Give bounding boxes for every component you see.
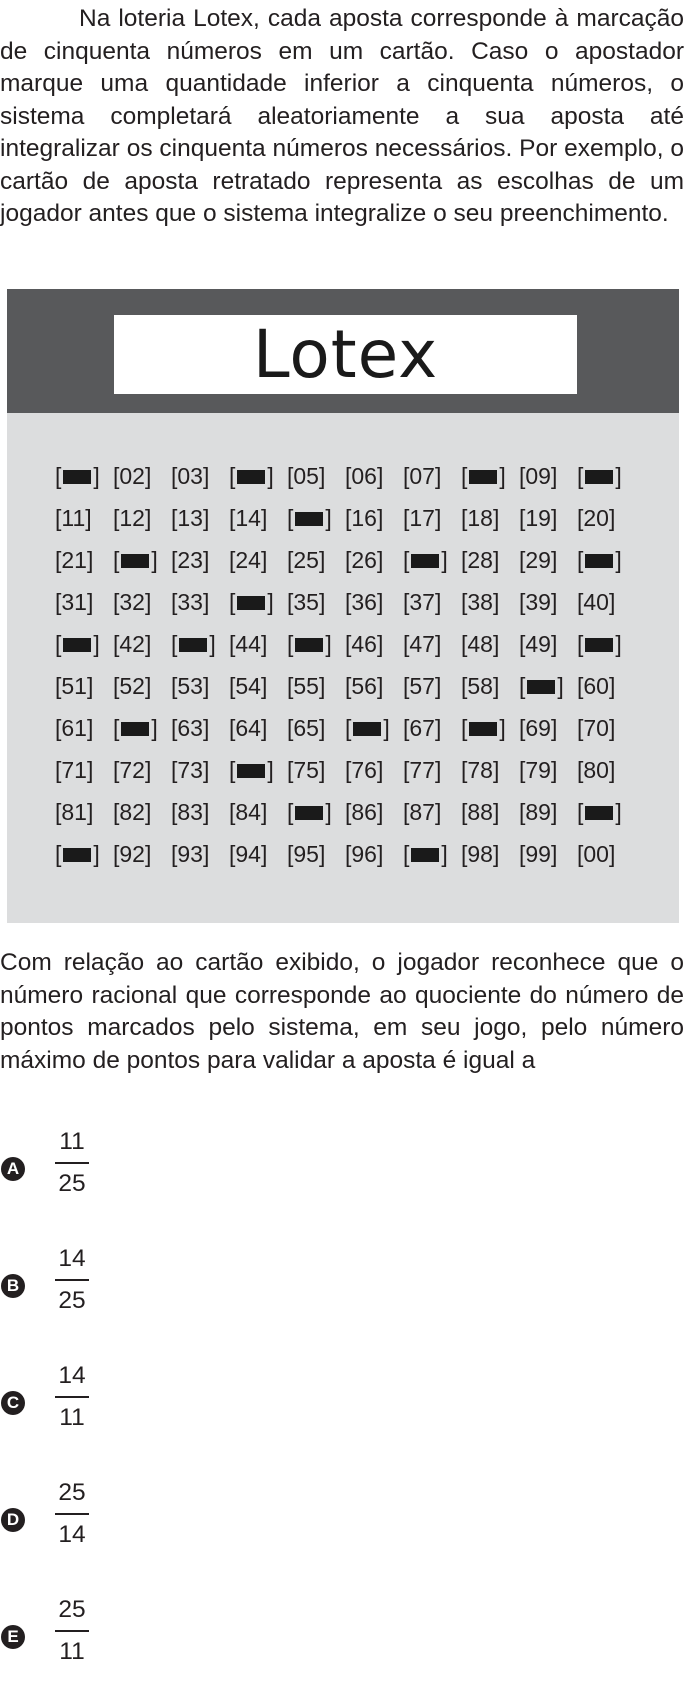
number-cell: [ 93 ] [171,840,210,867]
number-cell: [ 98 ] [461,840,500,867]
option-fraction [54,1362,90,1434]
mark-box-icon [295,512,323,526]
mark-box-icon [527,680,555,694]
number-label: 76 [351,756,377,783]
number-label: 28 [467,546,493,573]
number-cell: [ 95 ] [287,840,326,867]
number-label: 44 [235,630,261,657]
number-label: 13 [177,504,203,531]
number-label: 58 [467,672,493,699]
number-cell: [ 83 ] [171,798,210,825]
mark-box-icon [353,722,381,736]
number-cell: [ 17 ] [403,504,442,531]
marked-number-cell: [ ] [461,462,506,489]
grid-row [55,797,635,839]
number-label: 61 [61,714,87,741]
intro-paragraph: Na loteria Lotex, cada aposta corresponde à marcação de cinquenta números em um cartão. Caso o apostador marque uma quantidade inferior a cinquenta números, o sistema completará aleatoriamente a sua aposta até integralizar os cinquenta números necessários. Por exemplo, o cartão de aposta retratado representa as escolhas de um jogador antes que o sistema integralize o seu preenchimento. [0,5,684,227]
number-label: 83 [177,798,203,825]
number-cell: [ 48 ] [461,630,500,657]
mark-box-icon [179,638,207,652]
number-cell: [ 29 ] [519,546,558,573]
mark-box-icon [411,554,439,568]
number-label: 18 [467,504,493,531]
number-cell: [ 60 ] [577,672,616,699]
option-d[interactable] [0,1479,300,1559]
option-letter: D [1,1508,25,1532]
number-cell: [ 32 ] [113,588,152,615]
mark-box-icon [469,470,497,484]
option-fraction [54,1245,90,1317]
mark-box-icon [121,554,149,568]
number-label: 35 [293,588,319,615]
card-title-box [114,315,577,394]
number-cell: [ 18 ] [461,504,500,531]
number-label: 65 [293,714,319,741]
number-label: 29 [525,546,551,573]
question-paragraph: Com relação ao cartão exibido, o jogador reconhece que o número racional que corresponde ao quociente do número de pontos marcados pelo sistema, em seu jogo, pelo número máximo de pontos para validar a aposta é igual a [0,949,684,1074]
number-cell: [ 16 ] [345,504,384,531]
number-label: 81 [61,798,87,825]
number-label: 32 [119,588,145,615]
number-cell: [ 67 ] [403,714,442,741]
number-cell: [ 11 ] [55,504,92,531]
number-label: 00 [583,840,609,867]
number-cell: [ 39 ] [519,588,558,615]
number-label: 03 [177,462,203,489]
number-cell: [ 03 ] [171,462,210,489]
number-cell: [ 56 ] [345,672,384,699]
number-label: 51 [61,672,87,699]
number-cell: [ 73 ] [171,756,210,783]
number-label: 88 [467,798,493,825]
number-cell: [ 81 ] [55,798,94,825]
number-label: 64 [235,714,261,741]
number-cell: [ 46 ] [345,630,384,657]
number-label: 07 [409,462,435,489]
number-cell: [ 51 ] [55,672,94,699]
number-cell: [ 49 ] [519,630,558,657]
number-label: 80 [583,756,609,783]
marked-number-cell: [ ] [577,630,622,657]
number-label: 55 [293,672,319,699]
number-label: 70 [583,714,609,741]
number-cell: [ 05 ] [287,462,326,489]
number-cell: [ 42 ] [113,630,152,657]
number-cell: [ 31 ] [55,588,94,615]
grid-row [55,839,635,881]
number-cell: [ 52 ] [113,672,152,699]
number-cell: [ 82 ] [113,798,152,825]
marked-number-cell: [ ] [287,798,332,825]
marked-number-cell: [ ] [113,546,158,573]
fraction-numerator: 14 [58,1245,86,1272]
option-c[interactable] [0,1362,300,1442]
number-label: 12 [119,504,145,531]
number-label: 96 [351,840,377,867]
option-a[interactable] [0,1128,300,1208]
fraction-numerator: 25 [58,1596,86,1623]
number-label: 98 [467,840,493,867]
number-label: 94 [235,840,261,867]
number-label: 67 [409,714,435,741]
number-label: 21 [61,546,87,573]
marked-number-cell: [ ] [229,756,274,783]
number-cell: [ 33 ] [171,588,210,615]
option-fraction [54,1596,90,1668]
marked-number-cell: [ ] [403,840,448,867]
marked-number-cell: [ ] [519,672,564,699]
number-cell: [ 99 ] [519,840,558,867]
mark-box-icon [63,470,91,484]
mark-box-icon [585,638,613,652]
number-cell: [ 65 ] [287,714,326,741]
number-label: 95 [293,840,319,867]
mark-box-icon [585,554,613,568]
marked-number-cell: [ ] [55,630,100,657]
option-e[interactable] [0,1596,300,1676]
number-cell: [ 64 ] [229,714,268,741]
number-label: 63 [177,714,203,741]
number-cell: [ 36 ] [345,588,384,615]
option-fraction [54,1479,90,1551]
number-label: 09 [525,462,551,489]
number-label: 42 [119,630,145,657]
option-letter: B [1,1274,25,1298]
mark-box-icon [237,596,265,610]
number-label: 86 [351,798,377,825]
number-cell: [ 35 ] [287,588,326,615]
number-label: 46 [351,630,377,657]
number-label: 89 [525,798,551,825]
number-label: 79 [525,756,551,783]
number-cell: [ 25 ] [287,546,326,573]
mark-box-icon [63,638,91,652]
number-label: 82 [119,798,145,825]
grid-row [55,671,635,713]
number-cell: [ 07 ] [403,462,442,489]
fraction-bar [55,1630,89,1632]
option-letter: E [1,1625,25,1649]
number-label: 87 [409,798,435,825]
number-label: 47 [409,630,435,657]
number-grid [55,461,635,881]
fraction-denominator: 25 [58,1287,86,1314]
number-cell: [ 21 ] [55,546,94,573]
number-label: 69 [525,714,551,741]
number-label: 49 [525,630,551,657]
mark-box-icon [295,806,323,820]
number-label: 33 [177,588,203,615]
number-label: 93 [177,840,203,867]
mark-box-icon [585,806,613,820]
marked-number-cell: [ ] [55,462,100,489]
number-cell: [ 20 ] [577,504,616,531]
option-letter: A [1,1157,25,1181]
marked-number-cell: [ ] [287,504,332,531]
lottery-card [7,289,679,923]
number-label: 99 [525,840,551,867]
number-cell: [ 76 ] [345,756,384,783]
number-cell: [ 06 ] [345,462,384,489]
number-cell: [ 47 ] [403,630,442,657]
card-header [7,289,679,413]
marked-number-cell: [ ] [577,546,622,573]
number-cell: [ 69 ] [519,714,558,741]
number-cell: [ 70 ] [577,714,616,741]
fraction-denominator: 11 [59,1638,85,1665]
number-label: 78 [467,756,493,783]
number-label: 17 [409,504,435,531]
grid-row [55,503,635,545]
number-label: 20 [583,504,609,531]
marked-number-cell: [ ] [345,714,390,741]
number-cell: [ 28 ] [461,546,500,573]
number-label: 36 [351,588,377,615]
fraction-bar [55,1279,89,1281]
mark-box-icon [469,722,497,736]
fraction-numerator: 11 [59,1128,85,1155]
mark-box-icon [411,848,439,862]
marked-number-cell: [ ] [229,462,274,489]
fraction-denominator: 11 [59,1404,85,1431]
number-label: 48 [467,630,493,657]
option-letter: C [1,1391,25,1415]
card-title: Lotex [252,315,439,393]
fraction-denominator: 14 [58,1521,86,1548]
number-cell: [ 37 ] [403,588,442,615]
number-cell: [ 75 ] [287,756,326,783]
grid-row [55,629,635,671]
number-label: 14 [235,504,261,531]
number-cell: [ 71 ] [55,756,94,783]
marked-number-cell: [ ] [461,714,506,741]
number-label: 05 [293,462,319,489]
number-cell: [ 26 ] [345,546,384,573]
fraction-bar [55,1513,89,1515]
number-cell: [ 24 ] [229,546,268,573]
number-cell: [ 23 ] [171,546,210,573]
number-cell: [ 84 ] [229,798,268,825]
mark-box-icon [237,470,265,484]
number-label: 56 [351,672,377,699]
grid-row [55,587,635,629]
fraction-bar [55,1162,89,1164]
number-cell: [ 61 ] [55,714,94,741]
number-cell: [ 72 ] [113,756,152,783]
number-cell: [ 94 ] [229,840,268,867]
number-cell: [ 63 ] [171,714,210,741]
number-cell: [ 00 ] [577,840,616,867]
mark-box-icon [121,722,149,736]
mark-box-icon [585,470,613,484]
marked-number-cell: [ ] [229,588,274,615]
number-cell: [ 14 ] [229,504,268,531]
marked-number-cell: [ ] [171,630,216,657]
grid-row [55,461,635,503]
grid-row [55,755,635,797]
fraction-denominator: 25 [58,1170,86,1197]
fraction-numerator: 25 [58,1479,86,1506]
number-cell: [ 54 ] [229,672,268,699]
number-label: 60 [583,672,609,699]
number-cell: [ 38 ] [461,588,500,615]
marked-number-cell: [ ] [577,798,622,825]
number-label: 24 [235,546,261,573]
number-cell: [ 88 ] [461,798,500,825]
marked-number-cell: [ ] [287,630,332,657]
number-label: 53 [177,672,203,699]
number-cell: [ 78 ] [461,756,500,783]
number-cell: [ 12 ] [113,504,152,531]
grid-row [55,545,635,587]
marked-number-cell: [ ] [577,462,622,489]
fraction-bar [55,1396,89,1398]
number-label: 26 [351,546,377,573]
number-cell: [ 92 ] [113,840,152,867]
number-label: 52 [119,672,145,699]
number-label: 02 [119,462,145,489]
number-cell: [ 53 ] [171,672,210,699]
number-cell: [ 40 ] [577,588,616,615]
number-cell: [ 13 ] [171,504,210,531]
number-label: 84 [235,798,261,825]
number-label: 37 [409,588,435,615]
number-label: 23 [177,546,203,573]
number-label: 71 [61,756,87,783]
number-label: 38 [467,588,493,615]
number-cell: [ 19 ] [519,504,558,531]
number-cell: [ 09 ] [519,462,558,489]
number-label: 06 [351,462,377,489]
number-cell: [ 77 ] [403,756,442,783]
number-cell: [ 96 ] [345,840,384,867]
number-label: 92 [119,840,145,867]
number-label: 77 [409,756,435,783]
number-cell: [ 86 ] [345,798,384,825]
number-cell: [ 55 ] [287,672,326,699]
number-label: 40 [583,588,609,615]
number-label: 31 [61,588,87,615]
number-cell: [ 80 ] [577,756,616,783]
number-label: 72 [119,756,145,783]
grid-row [55,713,635,755]
fraction-numerator: 14 [58,1362,86,1389]
number-label: 16 [351,504,377,531]
number-label: 39 [525,588,551,615]
number-cell: [ 57 ] [403,672,442,699]
number-label: 19 [525,504,551,531]
number-label: 54 [235,672,261,699]
number-cell: [ 44 ] [229,630,268,657]
number-cell: [ 02 ] [113,462,152,489]
mark-box-icon [63,848,91,862]
number-cell: [ 89 ] [519,798,558,825]
number-cell: [ 79 ] [519,756,558,783]
number-cell: [ 58 ] [461,672,500,699]
marked-number-cell: [ ] [403,546,448,573]
mark-box-icon [237,764,265,778]
marked-number-cell: [ ] [113,714,158,741]
mark-box-icon [295,638,323,652]
number-label: 11 [61,504,86,531]
number-cell: [ 87 ] [403,798,442,825]
number-label: 57 [409,672,435,699]
number-label: 25 [293,546,319,573]
option-fraction [54,1128,90,1200]
option-b[interactable] [0,1245,300,1325]
marked-number-cell: [ ] [55,840,100,867]
number-label: 75 [293,756,319,783]
number-label: 73 [177,756,203,783]
